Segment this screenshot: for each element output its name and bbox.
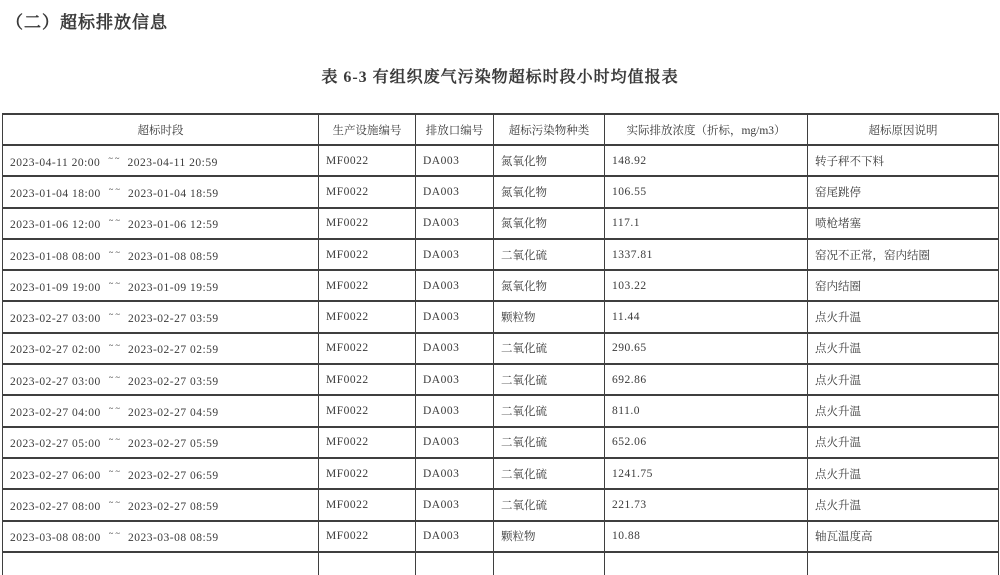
cell-pollutant: 二氧化硫 [494, 364, 605, 395]
cell-concentration: 221.73 [605, 489, 808, 520]
cell-facility: MF0022 [319, 208, 416, 239]
table-row [3, 521, 999, 552]
period-start: 2023-02-27 04:00 [10, 407, 101, 420]
cell-period [3, 364, 319, 395]
period-end: 2023-02-27 03:59 [127, 313, 219, 326]
cell-concentration: 106.55 [605, 176, 808, 207]
period-separator: ~~ [108, 152, 122, 163]
cell-concentration: 652.06 [605, 427, 808, 458]
cell-concentration: 692.86 [605, 364, 808, 395]
period-separator: ~~ [108, 465, 122, 476]
cell-facility: MF0022 [319, 521, 416, 552]
cell-pollutant: 二氧化硫 [494, 333, 605, 364]
column-header-concentration: 实际排放浓度（折标，mg/m3） [605, 114, 808, 145]
period-end: 2023-02-27 03:59 [127, 375, 219, 388]
period-start: 2023-01-09 19:00 [10, 281, 101, 294]
cell-facility: MF0022 [319, 145, 416, 176]
exceedance-table [2, 113, 999, 575]
period-start: 2023-04-11 20:00 [10, 156, 101, 169]
period-separator: ~~ [108, 246, 122, 257]
table-row [3, 395, 999, 426]
period-separator: ~~ [108, 215, 122, 226]
period-start: 2023-03-08 08:00 [10, 532, 101, 545]
cell-facility: MF0022 [319, 427, 416, 458]
cell-outlet: DA003 [416, 458, 494, 489]
cell-facility: MF0022 [319, 364, 416, 395]
table-header [3, 114, 999, 145]
cell-concentration: 1241.75 [605, 458, 808, 489]
cell-reason: 喷枪堵塞 [808, 208, 999, 239]
cell-facility: MF0022 [319, 301, 416, 332]
cell-pollutant: 二氧化硫 [494, 458, 605, 489]
cell-pollutant: 二氧化硫 [494, 489, 605, 520]
period-separator: ~~ [108, 277, 122, 288]
cell-period [3, 239, 319, 270]
cell-concentration: 103.22 [605, 270, 808, 301]
cell-outlet: DA003 [416, 521, 494, 552]
period-end: 2023-01-04 18:59 [127, 187, 219, 200]
period-separator: ~~ [108, 340, 122, 351]
cell-period [3, 458, 319, 489]
cell-concentration: 1337.81 [605, 239, 808, 270]
cell-reason: 轴瓦温度高 [808, 521, 999, 552]
cell-outlet: DA003 [416, 239, 494, 270]
cell-reason: 转子秤不下料 [808, 145, 999, 176]
period-end: 2023-01-06 12:59 [127, 219, 219, 232]
cell-facility: MF0022 [319, 458, 416, 489]
table-row [3, 239, 999, 270]
period-start: 2023-02-27 03:00 [10, 375, 101, 388]
cell-pollutant: 氮氧化物 [494, 270, 605, 301]
column-header-pollutant: 超标污染物种类 [494, 114, 605, 145]
table-row [3, 364, 999, 395]
period-separator: ~~ [108, 371, 122, 382]
cell-pollutant: 二氧化硫 [494, 239, 605, 270]
cell-pollutant: 二氧化硫 [494, 395, 605, 426]
cell-period [3, 145, 319, 176]
period-start: 2023-02-27 02:00 [10, 344, 101, 357]
cell-concentration: 290.65 [605, 333, 808, 364]
table-header-row [3, 114, 999, 145]
cell-pollutant: 颗粒物 [494, 521, 605, 552]
cell-outlet: DA003 [416, 395, 494, 426]
cell-reason: 点火升温 [808, 489, 999, 520]
cell-concentration: 117.1 [605, 208, 808, 239]
section-heading: （二）超标排放信息 [6, 13, 168, 32]
cell-concentration: 148.92 [605, 145, 808, 176]
table-row [3, 333, 999, 364]
cell-period [3, 208, 319, 239]
cell-outlet: DA003 [416, 176, 494, 207]
period-separator: ~~ [108, 183, 122, 194]
cell-pollutant: 氮氧化物 [494, 145, 605, 176]
cell-period [3, 427, 319, 458]
cell-reason: 窑尾跳停 [808, 176, 999, 207]
cell-pollutant: 颗粒物 [494, 301, 605, 332]
cell-period [3, 301, 319, 332]
column-header-outlet: 排放口编号 [416, 114, 494, 145]
cell-period [3, 333, 319, 364]
table-row-clipped [3, 552, 999, 575]
period-end: 2023-02-27 08:59 [127, 500, 219, 513]
cell-reason: 点火升温 [808, 301, 999, 332]
period-start: 2023-01-04 18:00 [10, 187, 101, 200]
period-start: 2023-02-27 06:00 [10, 469, 101, 482]
cell-period [3, 270, 319, 301]
table-row [3, 301, 999, 332]
cell-period [3, 176, 319, 207]
cell-outlet: DA003 [416, 489, 494, 520]
table-row [3, 458, 999, 489]
period-end: 2023-02-27 02:59 [127, 344, 219, 357]
cell-facility: MF0022 [319, 239, 416, 270]
cell-period [3, 521, 319, 552]
column-header-reason: 超标原因说明 [808, 114, 999, 145]
cell-outlet: DA003 [416, 145, 494, 176]
period-separator: ~~ [108, 309, 122, 320]
cell-reason: 点火升温 [808, 333, 999, 364]
cell-reason: 点火升温 [808, 458, 999, 489]
cell-outlet: DA003 [416, 270, 494, 301]
cell-pollutant: 氮氧化物 [494, 208, 605, 239]
cell-period [3, 489, 319, 520]
cell-outlet: DA003 [416, 427, 494, 458]
cell-pollutant: 二氧化硫 [494, 427, 605, 458]
period-end: 2023-03-08 08:59 [127, 532, 219, 545]
cell-reason: 点火升温 [808, 364, 999, 395]
cell-reason: 点火升温 [808, 427, 999, 458]
period-separator: ~~ [108, 403, 122, 414]
cell-facility: MF0022 [319, 333, 416, 364]
period-end: 2023-02-27 06:59 [127, 469, 219, 482]
cell-outlet: DA003 [416, 333, 494, 364]
table-row [3, 145, 999, 176]
cell-concentration: 11.44 [605, 301, 808, 332]
period-separator: ~~ [108, 496, 122, 507]
table-row [3, 270, 999, 301]
cell-facility: MF0022 [319, 395, 416, 426]
period-start: 2023-02-27 05:00 [10, 438, 101, 451]
period-end: 2023-01-09 19:59 [127, 281, 219, 294]
period-end: 2023-02-27 04:59 [127, 407, 219, 420]
period-start: 2023-01-08 08:00 [10, 250, 101, 263]
column-header-facility: 生产设施编号 [319, 114, 416, 145]
table-row [3, 208, 999, 239]
period-start: 2023-01-06 12:00 [10, 219, 101, 232]
cell-period [3, 395, 319, 426]
cell-pollutant: 氮氧化物 [494, 176, 605, 207]
period-end: 2023-02-27 05:59 [127, 438, 219, 451]
period-end: 2023-04-11 20:59 [127, 156, 218, 169]
cell-outlet: DA003 [416, 208, 494, 239]
cell-outlet: DA003 [416, 364, 494, 395]
period-separator: ~~ [108, 528, 122, 539]
period-start: 2023-02-27 08:00 [10, 500, 101, 513]
cell-concentration: 10.88 [605, 521, 808, 552]
table-row [3, 489, 999, 520]
cell-reason: 窑况不正常，窑内结圈 [808, 239, 999, 270]
cell-concentration: 811.0 [605, 395, 808, 426]
period-separator: ~~ [108, 434, 122, 445]
table-partial-row [3, 552, 999, 575]
period-start: 2023-02-27 03:00 [10, 313, 101, 326]
table-row [3, 176, 999, 207]
period-end: 2023-01-08 08:59 [127, 250, 219, 263]
cell-facility: MF0022 [319, 176, 416, 207]
cell-reason: 窑内结圈 [808, 270, 999, 301]
cell-facility: MF0022 [319, 489, 416, 520]
cell-facility: MF0022 [319, 270, 416, 301]
table-caption: 表 6-3 有组织废气污染物超标时段小时均值报表 [321, 69, 679, 86]
cell-outlet: DA003 [416, 301, 494, 332]
column-header-period: 超标时段 [3, 114, 319, 145]
table-body [3, 145, 999, 552]
table-row [3, 427, 999, 458]
cell-reason: 点火升温 [808, 395, 999, 426]
